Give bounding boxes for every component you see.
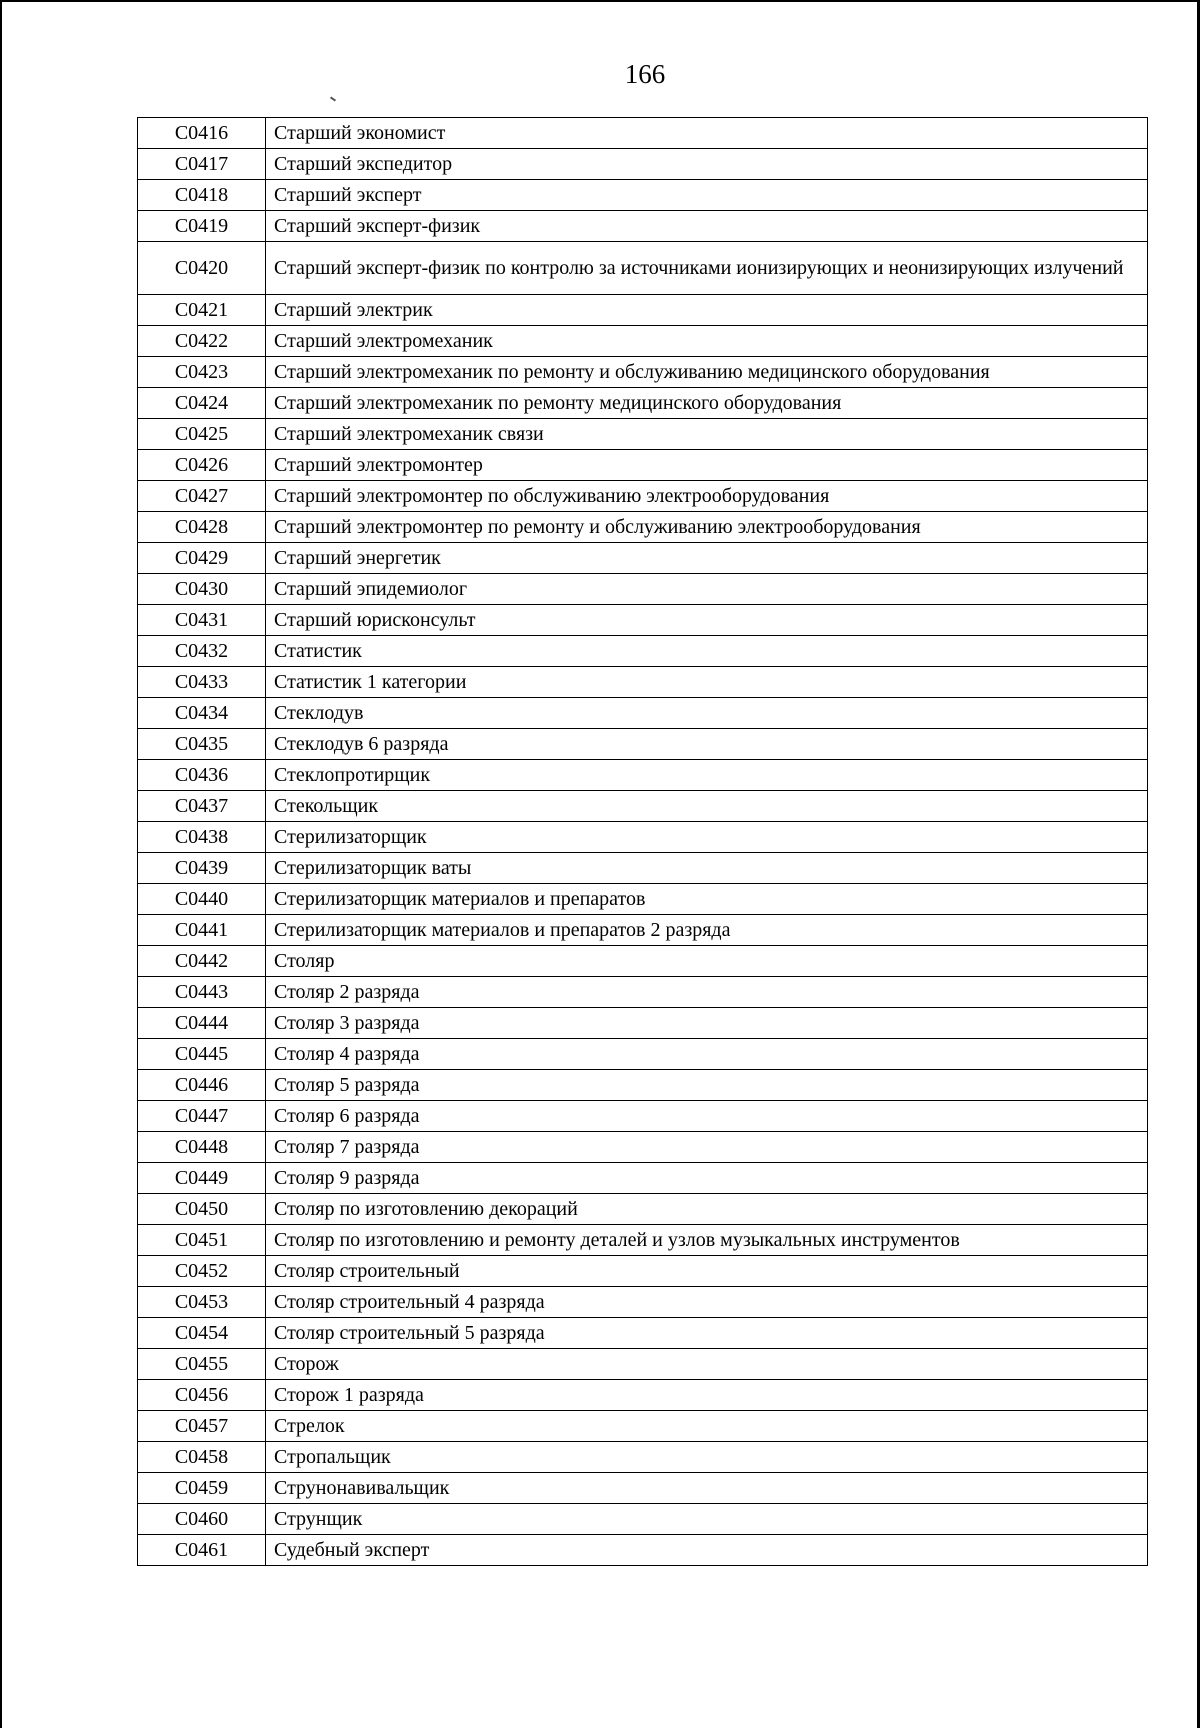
occupation-name-cell: Столяр по изготовлению декораций <box>266 1194 1148 1225</box>
occupation-name-cell: Старший электромеханик <box>266 326 1148 357</box>
occupation-code-cell: C0417 <box>138 149 266 180</box>
occupation-code-cell: C0420 <box>138 242 266 295</box>
occupation-name-cell: Старший эксперт-физик <box>266 211 1148 242</box>
occupation-code-cell: C0448 <box>138 1132 266 1163</box>
occupation-name-cell: Старший электромонтер по ремонту и обслуживанию электрооборудования <box>266 512 1148 543</box>
table-row <box>138 853 1148 884</box>
table-row <box>138 419 1148 450</box>
occupation-code-cell: C0418 <box>138 180 266 211</box>
occupation-code-cell: C0451 <box>138 1225 266 1256</box>
table-row <box>138 1473 1148 1504</box>
occupation-name-cell: Столяр 2 разряда <box>266 977 1148 1008</box>
occupation-code-cell: C0455 <box>138 1349 266 1380</box>
table-row <box>138 1194 1148 1225</box>
table-row <box>138 1256 1148 1287</box>
table-row <box>138 1504 1148 1535</box>
occupation-name-cell: Стерилизаторщик <box>266 822 1148 853</box>
occupation-code-cell: C0456 <box>138 1380 266 1411</box>
occupation-code-cell: C0426 <box>138 450 266 481</box>
table-row <box>138 1442 1148 1473</box>
table-row <box>138 791 1148 822</box>
occupation-name-cell: Столяр 3 разряда <box>266 1008 1148 1039</box>
table-row <box>138 977 1148 1008</box>
occupation-code-cell: C0437 <box>138 791 266 822</box>
occupation-code-cell: C0453 <box>138 1287 266 1318</box>
table-row <box>138 180 1148 211</box>
occupation-name-cell: Судебный эксперт <box>266 1535 1148 1566</box>
occupation-code-cell: C0438 <box>138 822 266 853</box>
table-row <box>138 884 1148 915</box>
table-row <box>138 1101 1148 1132</box>
table-row <box>138 915 1148 946</box>
occupation-name-cell: Стеклодув 6 разряда <box>266 729 1148 760</box>
table-row <box>138 698 1148 729</box>
occupation-code-cell: C0427 <box>138 481 266 512</box>
occupation-code-cell: C0430 <box>138 574 266 605</box>
occupation-code-cell: C0458 <box>138 1442 266 1473</box>
occupation-name-cell: Стерилизаторщик ваты <box>266 853 1148 884</box>
occupation-name-cell: Стеклопротирщик <box>266 760 1148 791</box>
page-frame-top <box>0 0 1200 2</box>
occupation-code-cell: C0444 <box>138 1008 266 1039</box>
occupation-code-cell: C0452 <box>138 1256 266 1287</box>
occupation-name-cell: Сторож <box>266 1349 1148 1380</box>
occupation-name-cell: Стерилизаторщик материалов и препаратов <box>266 884 1148 915</box>
table-row <box>138 242 1148 295</box>
occupation-name-cell: Старший эпидемиолог <box>266 574 1148 605</box>
table-row <box>138 512 1148 543</box>
occupation-name-cell: Столяр 5 разряда <box>266 1070 1148 1101</box>
occupation-code-cell: C0440 <box>138 884 266 915</box>
occupation-table <box>137 117 1148 1566</box>
occupation-name-cell: Статистик <box>266 636 1148 667</box>
occupation-name-cell: Столяр по изготовлению и ремонту деталей и узлов музыкальных инструментов <box>266 1225 1148 1256</box>
occupation-code-cell: C0460 <box>138 1504 266 1535</box>
occupation-code-cell: C0436 <box>138 760 266 791</box>
occupation-name-cell: Струнонавивальщик <box>266 1473 1148 1504</box>
table-row <box>138 605 1148 636</box>
occupation-code-cell: C0422 <box>138 326 266 357</box>
table-row <box>138 760 1148 791</box>
occupation-code-cell: C0431 <box>138 605 266 636</box>
occupation-name-cell: Столяр строительный 4 разряда <box>266 1287 1148 1318</box>
occupation-name-cell: Старший энергетик <box>266 543 1148 574</box>
occupation-name-cell: Столяр строительный 5 разряда <box>266 1318 1148 1349</box>
table-row <box>138 1287 1148 1318</box>
occupation-name-cell: Стерилизаторщик материалов и препаратов 2 разряда <box>266 915 1148 946</box>
table-row <box>138 326 1148 357</box>
occupation-code-cell: C0450 <box>138 1194 266 1225</box>
table-row <box>138 1132 1148 1163</box>
occupation-name-cell: Сторож 1 разряда <box>266 1380 1148 1411</box>
occupation-name-cell: Стеклодув <box>266 698 1148 729</box>
occupation-name-cell: Старший экспедитор <box>266 149 1148 180</box>
occupation-code-cell: C0432 <box>138 636 266 667</box>
table-row <box>138 481 1148 512</box>
table-row <box>138 1349 1148 1380</box>
table-row <box>138 388 1148 419</box>
occupation-name-cell: Старший электромонтер <box>266 450 1148 481</box>
occupation-code-cell: C0445 <box>138 1039 266 1070</box>
occupation-code-cell: C0447 <box>138 1101 266 1132</box>
table-row <box>138 574 1148 605</box>
table-row <box>138 946 1148 977</box>
table-row <box>138 357 1148 388</box>
table-row <box>138 636 1148 667</box>
table-row <box>138 1318 1148 1349</box>
occupation-name-cell: Столяр 7 разряда <box>266 1132 1148 1163</box>
occupation-name-cell: Старший электромеханик связи <box>266 419 1148 450</box>
occupation-table-body <box>138 118 1148 1566</box>
table-row <box>138 118 1148 149</box>
table-row <box>138 1380 1148 1411</box>
table-row <box>138 1225 1148 1256</box>
occupation-code-cell: C0416 <box>138 118 266 149</box>
occupation-name-cell: Струнщик <box>266 1504 1148 1535</box>
occupation-code-cell: C0421 <box>138 295 266 326</box>
occupation-code-cell: C0443 <box>138 977 266 1008</box>
occupation-code-cell: C0441 <box>138 915 266 946</box>
occupation-code-cell: C0454 <box>138 1318 266 1349</box>
occupation-code-cell: C0429 <box>138 543 266 574</box>
table-row <box>138 1008 1148 1039</box>
occupation-code-cell: C0439 <box>138 853 266 884</box>
table-row <box>138 1163 1148 1194</box>
occupation-code-cell: C0434 <box>138 698 266 729</box>
occupation-name-cell: Старший электромеханик по ремонту медицинского оборудования <box>266 388 1148 419</box>
occupation-name-cell: Стекольщик <box>266 791 1148 822</box>
scan-artifact <box>330 96 336 101</box>
occupation-code-cell: C0446 <box>138 1070 266 1101</box>
occupation-code-cell: C0419 <box>138 211 266 242</box>
table-row <box>138 1411 1148 1442</box>
table-row <box>138 1070 1148 1101</box>
occupation-name-cell: Столяр 9 разряда <box>266 1163 1148 1194</box>
page-frame-left <box>0 0 2 1728</box>
table-row <box>138 667 1148 698</box>
table-row <box>138 149 1148 180</box>
occupation-code-cell: C0457 <box>138 1411 266 1442</box>
occupation-name-cell: Старший эксперт-физик по контролю за источниками ионизирующих и неонизирующих излучений <box>266 242 1148 295</box>
occupation-name-cell: Старший электромонтер по обслуживанию электрооборудования <box>266 481 1148 512</box>
table-row <box>138 1535 1148 1566</box>
occupation-code-cell: C0428 <box>138 512 266 543</box>
table-row <box>138 450 1148 481</box>
occupation-code-cell: C0442 <box>138 946 266 977</box>
occupation-name-cell: Столяр <box>266 946 1148 977</box>
table-row <box>138 295 1148 326</box>
occupation-name-cell: Столяр 4 разряда <box>266 1039 1148 1070</box>
table-row <box>138 211 1148 242</box>
occupation-code-cell: C0424 <box>138 388 266 419</box>
occupation-code-cell: C0435 <box>138 729 266 760</box>
occupation-table-container <box>137 117 1147 1566</box>
page-number: 166 <box>624 59 666 89</box>
occupation-name-cell: Стропальщик <box>266 1442 1148 1473</box>
occupation-code-cell: C0425 <box>138 419 266 450</box>
occupation-code-cell: C0433 <box>138 667 266 698</box>
occupation-code-cell: C0459 <box>138 1473 266 1504</box>
occupation-code-cell: C0423 <box>138 357 266 388</box>
occupation-name-cell: Старший экономист <box>266 118 1148 149</box>
occupation-name-cell: Старший эксперт <box>266 180 1148 211</box>
table-row <box>138 1039 1148 1070</box>
occupation-name-cell: Старший электрик <box>266 295 1148 326</box>
occupation-name-cell: Старший юрисконсульт <box>266 605 1148 636</box>
table-row <box>138 729 1148 760</box>
occupation-name-cell: Стрелок <box>266 1411 1148 1442</box>
occupation-code-cell: C0461 <box>138 1535 266 1566</box>
table-row <box>138 822 1148 853</box>
occupation-code-cell: C0449 <box>138 1163 266 1194</box>
table-row <box>138 543 1148 574</box>
occupation-name-cell: Столяр 6 разряда <box>266 1101 1148 1132</box>
occupation-name-cell: Статистик 1 категории <box>266 667 1148 698</box>
occupation-name-cell: Столяр строительный <box>266 1256 1148 1287</box>
occupation-name-cell: Старший электромеханик по ремонту и обслуживанию медицинского оборудования <box>266 357 1148 388</box>
